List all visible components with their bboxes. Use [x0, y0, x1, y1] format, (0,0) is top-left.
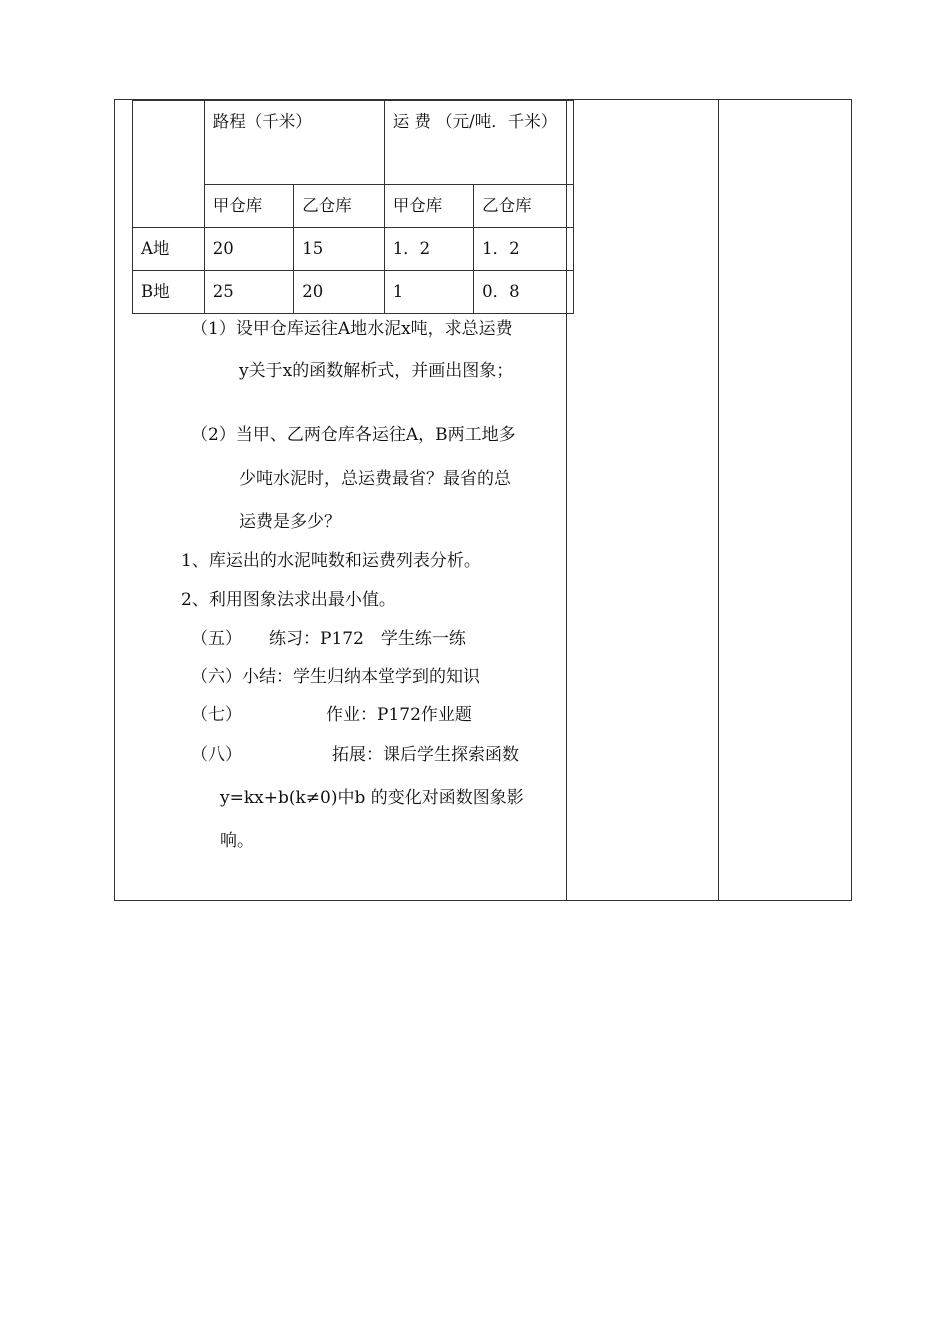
question-2-line-1: （2）当甲、乙两仓库各运往A，B两工地多: [191, 425, 516, 445]
question-2-line-3: 运费是多少？: [239, 512, 341, 532]
subheader-warehouse-yi: 乙仓库: [474, 185, 574, 228]
row-label-a: A地: [133, 228, 205, 271]
question-1-line-1: （1）设甲仓库运往A地水泥x吨，求总运费: [191, 319, 513, 339]
question-2-line-2: 少吨水泥时，总运费最省？最省的总: [239, 469, 511, 489]
section-8-line-2: y=kx+b(k≠0)中b 的变化对函数图象影: [220, 788, 524, 808]
row-label-b: B地: [133, 271, 205, 314]
cell-distance-yi: 15: [294, 228, 384, 271]
freight-data-table: [132, 100, 574, 314]
subheader-warehouse-jia: 甲仓库: [204, 185, 293, 228]
section-8-label: （八）: [191, 745, 242, 765]
section-7-label: （七）: [191, 705, 242, 725]
cell-cost-jia: 1．2: [384, 228, 473, 271]
section-5-label: （五）: [191, 629, 242, 649]
section-7-text: 作业：P172作业题: [326, 705, 472, 725]
cell-cost-yi: 0．8: [474, 271, 574, 314]
hint-1: 1、库运出的水泥吨数和运费列表分析。: [181, 551, 481, 571]
lesson-plan-table: [114, 99, 852, 901]
section-5-text: 练习：P172 学生练一练: [269, 629, 466, 649]
hint-2: 2、利用图象法求出最小值。: [181, 590, 396, 610]
cost-header: 运 费 （元/吨．千米）: [384, 101, 573, 185]
cell-distance-jia: 20: [204, 228, 293, 271]
subheader-warehouse-jia: 甲仓库: [384, 185, 473, 228]
column-divider: [718, 100, 719, 900]
cell-distance-jia: 25: [204, 271, 293, 314]
question-1-line-2: y关于x的函数解析式，并画出图象；: [239, 361, 514, 381]
route-header: 路程（千米）: [204, 101, 384, 185]
cell-cost-yi: 1．2: [474, 228, 574, 271]
section-6: （六）小结：学生归纳本堂学到的知识: [191, 667, 480, 687]
section-8-line-3: 响。: [220, 831, 254, 851]
subheader-warehouse-yi: 乙仓库: [294, 185, 384, 228]
cell-cost-jia: 1: [384, 271, 473, 314]
empty-corner-cell: [133, 101, 205, 228]
section-8-text: 拓展：课后学生探索函数: [332, 745, 519, 765]
cell-distance-yi: 20: [294, 271, 384, 314]
